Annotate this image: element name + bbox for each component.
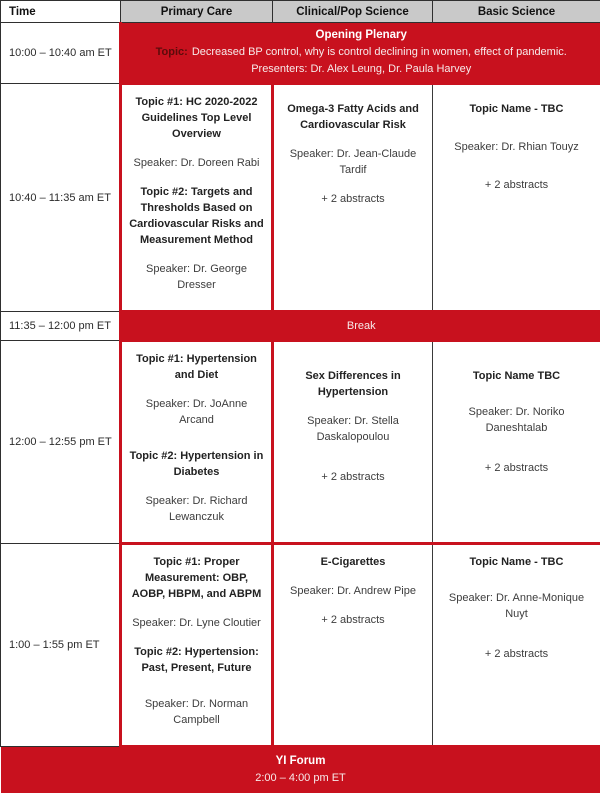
topic-title: Topic #1: HC 2020-2022 Guidelines Top Level Overview <box>129 94 264 142</box>
topic-title: Topic Name - TBC <box>440 554 593 570</box>
plenary-topic-text: Decreased BP control, why is control declining in women, effect of pandemic. <box>192 46 567 58</box>
session3-clinical-cell <box>273 544 433 747</box>
speaker: Speaker: Dr. Doreen Rabi <box>129 155 264 171</box>
topic-title: Topic #1: Proper Measurement: OBP, AOBP, HBPM, and ABPM <box>129 554 264 602</box>
time-cell: 10:40 – 11:35 am ET <box>1 84 121 312</box>
topic-title: Omega-3 Fatty Acids and Cardiovascular Risk <box>281 101 425 133</box>
topic-title: Topic Name - TBC <box>440 101 593 117</box>
session2-clinical-cell <box>273 341 433 544</box>
speaker: Speaker: Dr. George Dresser <box>129 261 264 293</box>
time-cell: 12:00 – 12:55 pm ET <box>1 341 121 544</box>
yi-forum-banner <box>1 747 600 793</box>
topic-title: Topic #1: Hypertension and Diet <box>129 351 264 383</box>
topic-title: Topic #2: Hypertension in Diabetes <box>129 448 264 480</box>
plenary-topic-line <box>132 44 591 61</box>
session3-primary-care-cell <box>121 544 273 747</box>
time-cell: 1:00 – 1:55 pm ET <box>1 544 121 747</box>
abstracts-note: + 2 abstracts <box>281 612 425 628</box>
abstracts-note: + 2 abstracts <box>440 177 593 193</box>
speaker: Speaker: Dr. Andrew Pipe <box>281 583 425 599</box>
abstracts-note: + 2 abstracts <box>281 469 425 485</box>
abstracts-note: + 2 abstracts <box>440 646 593 662</box>
col-header-time: Time <box>1 1 121 23</box>
break-banner <box>121 312 600 341</box>
session-row-1 <box>1 84 600 312</box>
topic-title: Sex Differences in Hypertension <box>281 368 425 400</box>
abstracts-note: + 2 abstracts <box>281 191 425 207</box>
topic-title: Topic #2: Hypertension: Past, Present, Future <box>129 644 264 676</box>
session-row-3 <box>1 544 600 747</box>
yi-forum-title: YI Forum <box>11 753 591 770</box>
header-row <box>1 1 600 23</box>
col-header-primary-care: Primary Care <box>121 1 273 23</box>
opening-plenary-banner <box>121 23 600 84</box>
time-cell: 10:00 – 10:40 am ET <box>1 23 121 84</box>
session3-basic-cell <box>433 544 600 747</box>
break-row <box>1 312 600 341</box>
yi-forum-row <box>1 747 600 793</box>
speaker: Speaker: Dr. Richard Lewanczuk <box>129 493 264 525</box>
session1-basic-cell <box>433 84 600 312</box>
session-row-2 <box>1 341 600 544</box>
speaker: Speaker: Dr. Jean-Claude Tardif <box>281 146 425 178</box>
speaker: Speaker: Dr. Noriko Daneshtalab <box>440 404 593 436</box>
topic-label: Topic: <box>156 46 188 58</box>
session2-basic-cell <box>433 341 600 544</box>
opening-plenary-row <box>1 23 600 84</box>
speaker: Speaker: Dr. JoAnne Arcand <box>129 396 264 428</box>
break-label: Break <box>132 318 591 335</box>
abstracts-note: + 2 abstracts <box>440 460 593 476</box>
topic-title: Topic Name TBC <box>440 368 593 384</box>
speaker: Speaker: Dr. Norman Campbell <box>129 696 264 728</box>
speaker: Speaker: Dr. Stella Daskalopoulou <box>281 413 425 445</box>
time-cell: 11:35 – 12:00 pm ET <box>1 312 121 341</box>
yi-forum-time: 2:00 – 4:00 pm ET <box>11 770 591 787</box>
topic-title: Topic #2: Targets and Thresholds Based on Cardiovascular Risks and Measurement Method <box>129 184 264 248</box>
session2-primary-care-cell <box>121 341 273 544</box>
speaker: Speaker: Dr. Anne-Monique Nuyt <box>440 590 593 622</box>
speaker: Speaker: Dr. Rhian Touyz <box>440 139 593 155</box>
col-header-clinical-pop-science: Clinical/Pop Science <box>273 1 433 23</box>
session1-primary-care-cell <box>121 84 273 312</box>
plenary-presenters: Presenters: Dr. Alex Leung, Dr. Paula Harvey <box>132 61 591 78</box>
speaker: Speaker: Dr. Lyne Cloutier <box>129 615 264 631</box>
col-header-basic-science: Basic Science <box>433 1 600 23</box>
session1-clinical-cell <box>273 84 433 312</box>
plenary-title: Opening Plenary <box>132 27 591 44</box>
topic-title: E-Cigarettes <box>281 554 425 570</box>
